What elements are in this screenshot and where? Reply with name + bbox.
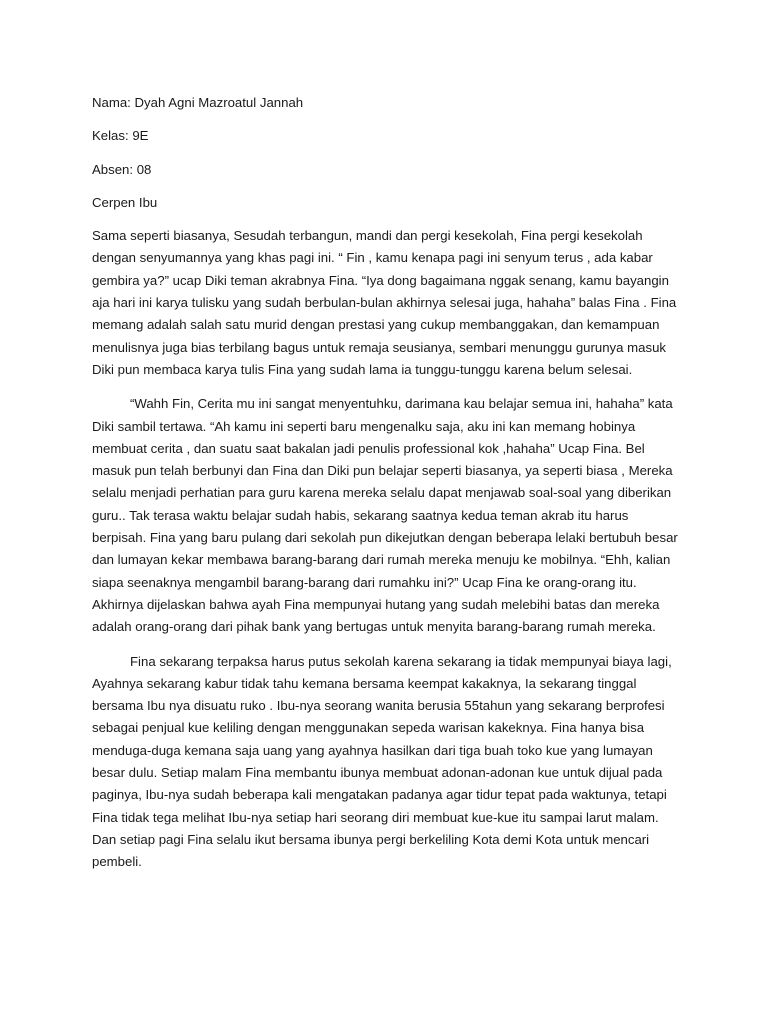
student-class: Kelas: 9E: [92, 128, 149, 144]
student-number: Absen: 08: [92, 161, 152, 177]
document-page: [92, 92, 684, 886]
student-name: Nama: Dyah Agni Mazroatul Jannah: [92, 95, 304, 110]
story-title: Cerpen Ibu: [92, 194, 158, 210]
paragraph-3: Fina sekarang terpaksa harus putus sekolah karena sekarang ia tidak mempunyai biaya lagi, Ayahnya sekarang kabur tidak tahu kemana bersama keempat kakaknya, Ia sekarang tinggal bersama Ibu nya disuatu ruko . Ibu-nya seorang wanita berusia 55tahun yang sekarang berprofesi sebagai penjual kue keliling dengan menggunakan sepeda warisan kakeknya. Fina hanya bisa menduga-duga kemana saja uang yang ayahnya hasilkan dari tiga buah toko kue yang lumayan besar dulu. Setiap malam Fina membantu ibunya membuat adonan-adonan kue untuk dijual pada paginya, Ibu-nya sudah beberapa kali mengatakan padanya agar tidur tepat pada waktunya, tetapi Fina tidak tega melihat Ibu-nya setiap hari seorang diri membuat kue-kue itu sampai larut malam. Dan setiap pagi Fina selalu ikut bersama ibunya pergi berkeliling Kota demi Kota untuk mencari pembeli.: [92, 653, 672, 870]
paragraph-1: Sama seperti biasanya, Sesudah terbangun, mandi dan pergi kesekolah, Fina pergi kesekolah dengan senyumannya yang khas pagi ini. “ Fin , kamu kenapa pagi ini senyum terus , ada kabar gembira ya?” ucap Diki teman akrabnya Fina. “Iya dong bagaimana nggak senang, kamu bayangin aja hari ini karya tulisku yang sudah berbulan-bulan akhirnya selesai juga, hahaha” balas Fina . Fina memang adalah salah satu murid dengan prestasi yang cukup membanggakan, dan kemampuan menulisnya juga bias terbilang bagus untuk remaja seusianya, sembari menunggu gurunya masuk Diki pun membaca karya tulis Fina yang sudah lama ia tunggu-tunggu karena belum selesai.: [92, 228, 677, 377]
paragraph-2: “Wahh Fin, Cerita mu ini sangat menyentuhku, darimana kau belajar semua ini, hahaha” kata Diki sambil tertawa. “Ah kamu ini seperti baru mengenalku saja, aku ini kan memang hobinya membuat cerita , dan suatu saat bakalan jadi penulis professional kok ,hahaha” Ucap Fina. Bel masuk pun telah berbunyi dan Fina dan Diki pun belajar seperti biasanya, ya seperti biasa , Mereka selalu menjadi perhatian para guru karena mereka selalu dapat menjawab soal-soal yang diberikan guru.. Tak terasa waktu belajar sudah habis, sekarang saatnya kedua teman akrab itu harus berpisah. Fina yang baru pulang dari sekolah pun dikejutkan dengan beberapa lelaki bertubuh besar dan lumayan kekar membawa barang-barang dari rumah mereka menuju ke mobilnya. “Ehh, kalian siapa seenaknya mengambil barang-barang dari rumahku ini?” Ucap Fina ke orang-orang itu. Akhirnya dijelaskan bahwa ayah Fina mempunyai hutang yang sudah melebihi batas dan mereka adalah orang-orang dari pihak bank yang bertugas untuk menyita barang-barang rumah mereka.: [92, 396, 678, 635]
